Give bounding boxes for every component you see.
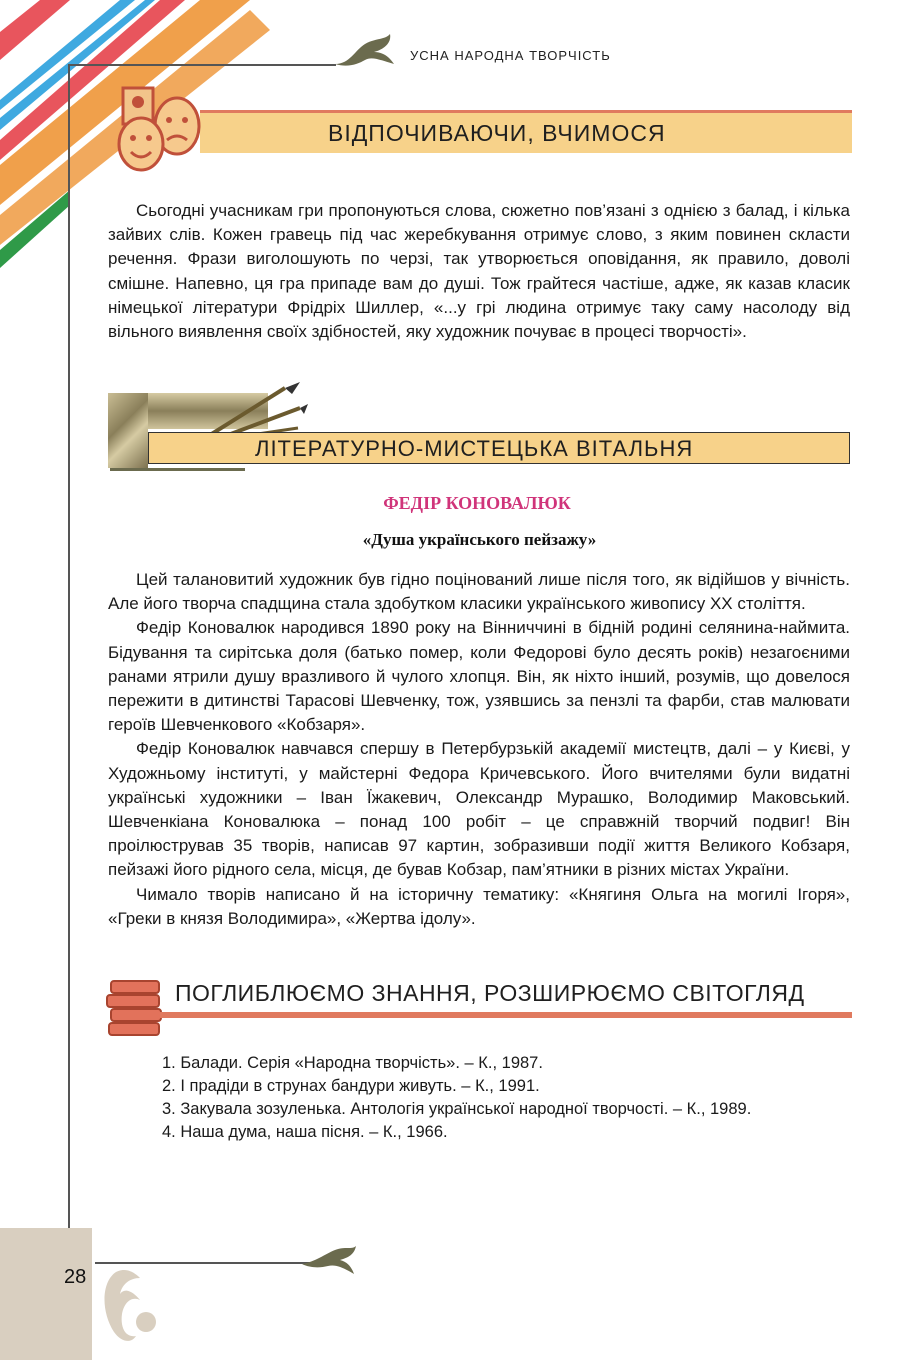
reference-item: 1. Балади. Серія «Народна творчість». – К., 1987.	[162, 1054, 543, 1072]
corner-block	[0, 1228, 92, 1360]
section1-paragraph: Сьогодні учасникам гри пропонуються слова, сюжетно пов’язані з однією з балад, і кілька зайвих слів. Кожен гравець під час жеребкування отримує слово, з яким повинен скласти речення. Фрази виголошують по черзі, так утворюється оповідання, як правило, доволі смішне. Напевно, ця гра припаде вам до душі. Тож грайтеся частіше, адже, як казав класик німецької літератури Фрідріх Шиллер, «...у грі людина отримує таку саму насолоду від вільного виявлення своїх здібностей, яку художник почуває в процесі творчості».	[108, 201, 850, 342]
article-subtitle: «Душа українського пейзажу»	[362, 530, 597, 549]
section2-paragraph-1: Цей талановитий художник був гідно поцінований лише після того, як відійшов у вічність. Але його творча спадщина стала здобутком класики українського живопису XX століття.	[108, 570, 850, 614]
picture-frame-side	[108, 393, 148, 468]
section2-paragraph-2: Федір Коновалюк народився 1890 року на Вінниччині в бідній родині селянина-наймита. Бідування та сирітська доля (батько помер, коли Федорові було десять років) незагоєними ранами ятрили душу вразливого й чулого хлопця. Він, як ніхто інший, розумів, що довелося пережити в дитинстві Тарасові Шевченку, тож, узявшись за пензлі та фарби, став малювати героїв Шевченкового «Кобзаря».	[108, 618, 850, 735]
section2-paragraph-3: Федір Коновалюк навчався спершу в Петербурзькій академії мистецтв, далі – у Києві, у Художньому інституті, у майстерні Федора Кричевського. Його вчителями були видатні українські художники – Іван Їжакевич, Олександр Мурашко, Володимир Маковський. Шевченкіана Коновалюка – понад 100 робіт – це справжній творчий подвиг! Він проілюстрував 35 творів, написав 97 картин, зобразивши події життя Великого Кобзаря, пейзажі його рідного села, місця, де бував Кобзар, пам’ятники в різних містах України.	[108, 739, 850, 880]
section2-paragraph-4: Чимало творів написано й на історичну тематику: «Княгиня Ольга на могилі Ігоря», «Греки в князя Володимира», «Жертва ідолу».	[108, 884, 850, 928]
section1-title: ВІДПОЧИВАЮЧИ, ВЧИМОСЯ	[328, 120, 666, 146]
page-number: 28	[64, 1266, 87, 1288]
section2-underline	[110, 468, 245, 471]
running-head: УСНА НАРОДНА ТВОРЧІСТЬ	[410, 48, 611, 63]
frame-left-line	[68, 64, 70, 1264]
section1-paragraph-block	[108, 199, 850, 344]
reference-item: 3. Закувала зозуленька. Антологія української народної творчості. – К., 1989.	[162, 1100, 752, 1118]
section3-underline	[160, 1012, 852, 1018]
reference-item: 2. І прадіди в струнах бандури живуть. – К., 1991.	[162, 1077, 540, 1095]
reference-item: 4. Наша дума, наша пісня. – К., 1966.	[162, 1123, 448, 1141]
author-name: ФЕДІР КОНОВАЛЮК	[383, 493, 571, 513]
flourish-ornament-bottom-icon	[300, 1242, 360, 1282]
ornament-letter-icon	[96, 1262, 166, 1357]
section3-title: ПОГЛИБЛЮЄМО ЗНАННЯ, РОЗШИРЮЄМО СВІТОГЛЯД	[175, 980, 805, 1006]
books-stack-icon	[105, 975, 165, 1045]
section2-title: ЛІТЕРАТУРНО-МИСТЕЦЬКА ВІТАЛЬНЯ	[255, 436, 694, 461]
reference-list	[162, 1052, 751, 1144]
flourish-ornament-icon	[330, 30, 400, 75]
theatre-masks-icon	[105, 80, 215, 185]
section2-text	[108, 568, 850, 931]
frame-top-line	[68, 64, 336, 66]
